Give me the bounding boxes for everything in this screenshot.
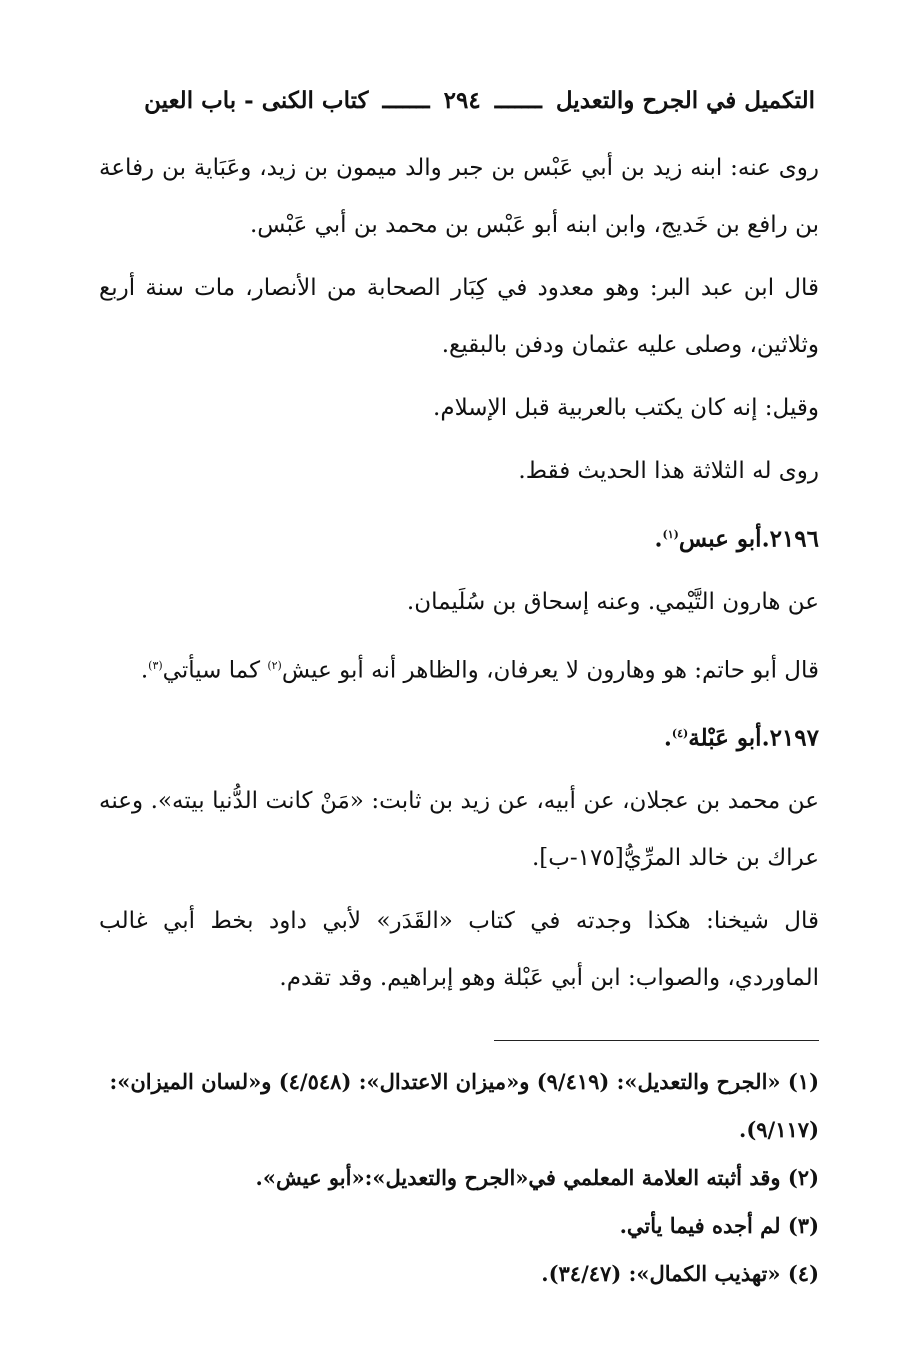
footnote-4: (٤) «تهذيب الكمال»: (٣٤/٤٧). — [541, 1261, 819, 1286]
entry-name: أبو عَبْلة — [688, 724, 762, 752]
entry-end: . — [654, 525, 663, 553]
paragraph-wa-qila: وقيل: إنه كان يكتب بالعربية قبل الإسلام. — [433, 395, 819, 421]
footnote-ref-2: (٢) — [267, 658, 282, 672]
paragraph-abu-hatim — [99, 637, 819, 700]
footnote-1: (١) «الجرح والتعديل»: (٩/٤١٩) و«ميزان الاعتدال»: (٤/٥٤٨) و«لسان الميزان»: (٩/١١٧). — [109, 1069, 819, 1142]
paragraph-an-harun: عن هارون التَّيْمي. وعنه إسحاق بن سُلَيمان. — [406, 588, 819, 615]
entry-name: أبو عبس — [678, 525, 762, 553]
entry-heading-2197 — [99, 705, 819, 767]
entry-end: . — [663, 724, 672, 752]
footnote-2: (٢) وقد أثبته العلامة المعلمي في«الجرح والتعديل»:«أبو عيش». — [255, 1165, 819, 1190]
paragraph-rawa-lahu: روى له الثلاثة هذا الحديث فقط. — [518, 458, 819, 484]
footnote-divider — [494, 1040, 819, 1041]
footnotes — [99, 1058, 819, 1298]
abu-hatim-text-2: كما سيأتي — [162, 657, 268, 684]
abu-hatim-text: قال أبو حاتم: هو وهارون لا يعرفان، والظاهر أنه أبو عيش — [281, 657, 819, 684]
header-chapter-title: كتاب الكنى - باب العين — [144, 86, 369, 114]
header-dash-left: ـــــــ — [494, 86, 542, 114]
header-dash-right: ـــــــ — [382, 86, 430, 114]
body-text — [99, 140, 819, 1013]
header-book-title: التكميل في الجرح والتعديل — [555, 86, 815, 114]
footnote-ref-4: (٤) — [671, 727, 689, 741]
page-number: ٢٩٤ — [443, 86, 481, 114]
footnote-3: (٣) لم أجده فيما يأتي. — [619, 1213, 819, 1238]
paragraph-ibn-abd-al-barr: قال ابن عبد البر: وهو معدود في كِبَار الصحابة من الأنصار، مات سنة أربع وثلاثين، وصلى عليه عثمان ودفن بالبقيع. — [99, 275, 819, 358]
footnote-ref-1: (١) — [662, 528, 679, 541]
abu-hatim-end: . — [140, 657, 149, 684]
running-header — [115, 82, 815, 118]
paragraph-qala-shaykhuna: قال شيخنا: هكذا وجدته في كتاب «القَدَر» لأبي داود بخط أبي غالب الماوردي، والصواب: ابن أبي عَبْلة وهو إبراهيم. وقد تقدم. — [99, 907, 819, 991]
entry-heading-2196 — [99, 506, 819, 568]
footnote-ref-3: (٣) — [148, 658, 163, 672]
entry-number: ٢١٩٦. — [761, 525, 819, 553]
paragraph-narrators: روى عنه: ابنه زيد بن أبي عَبْس بن جبر والد ميمون بن زيد، وعَبَاية بن رفاعة بن رافع بن خَديج، وابن ابنه أبو عَبْس بن محمد بن أبي عَبْس. — [99, 155, 819, 238]
entry-number: ٢١٩٧. — [761, 724, 819, 752]
paragraph-an-muhammad: عن محمد بن عجلان، عن أبيه، عن زيد بن ثابت: «مَنْ كانت الدُّنيا بيته». وعنه عراك بن خالد المرِّيُّ[١٧٥-ب]. — [99, 787, 819, 871]
